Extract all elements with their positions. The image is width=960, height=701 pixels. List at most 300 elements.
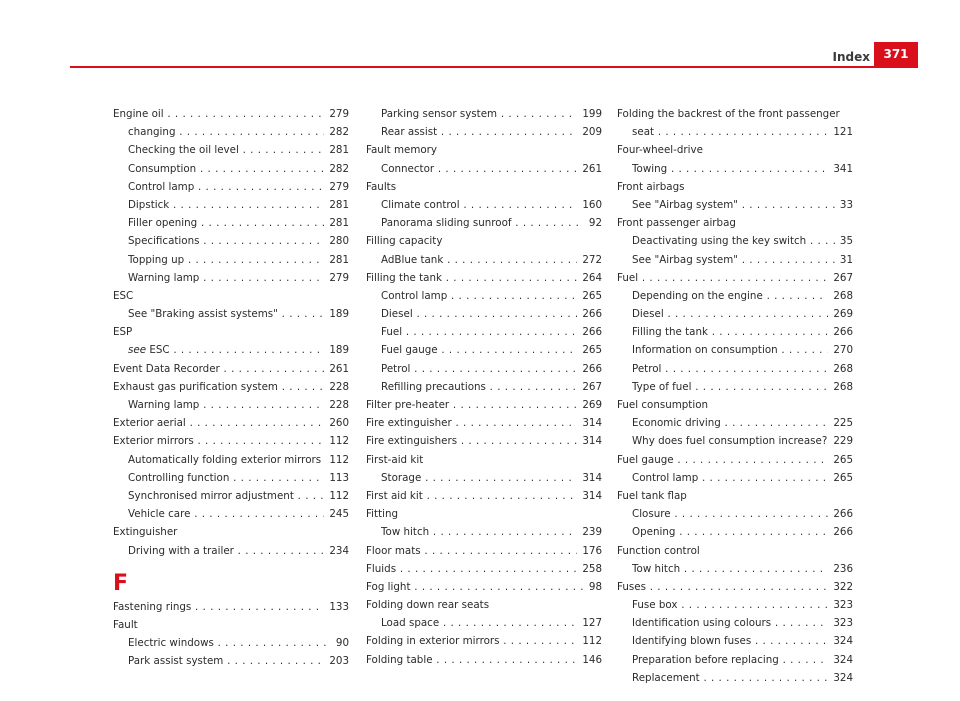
entry-term (366, 578, 602, 596)
entry-page-number: 189 (324, 305, 349, 323)
index-subentry (617, 632, 853, 650)
index-entry (617, 487, 853, 505)
index-subentry (113, 160, 349, 178)
index-subentry (113, 451, 349, 469)
entry-term (366, 141, 602, 159)
index-subentry (366, 251, 602, 269)
entry-term (632, 123, 853, 141)
index-subentry (113, 542, 349, 560)
entry-term (381, 196, 602, 214)
entry-page-number: 176 (577, 542, 602, 560)
entry-term (632, 341, 853, 359)
entry-page-number: 267 (828, 269, 853, 287)
index-entry (366, 632, 602, 650)
index-subentry (617, 560, 853, 578)
entry-term (632, 432, 853, 450)
entry-page-number: 272 (577, 251, 602, 269)
index-subentry (617, 669, 853, 687)
entry-term (128, 341, 349, 359)
entry-term (632, 378, 853, 396)
entry-term (128, 123, 349, 141)
entry-text: ESC (113, 289, 134, 302)
index-subentry (366, 214, 602, 232)
entry-text: Checking the oil level (128, 144, 239, 157)
entry-text: Identifying blown fuses (632, 635, 752, 648)
entry-text: Folding in exterior mirrors (366, 635, 500, 648)
entry-page-number: 239 (577, 523, 602, 541)
index-subentry (617, 614, 853, 632)
entry-text: seat (632, 126, 655, 139)
entry-text: Panorama sliding sunroof (381, 217, 512, 230)
index-subentry (366, 469, 602, 487)
index-subentry (113, 634, 349, 652)
entry-term (617, 178, 853, 196)
entry-text: Fuel tank flap (617, 489, 687, 502)
index-subentry (366, 196, 602, 214)
index-entry (113, 414, 349, 432)
entry-term (632, 469, 853, 487)
entry-text: Vehicle care (128, 508, 191, 521)
entry-term (128, 232, 349, 250)
entry-page-number: 35 (835, 232, 853, 250)
index-subentry (113, 487, 349, 505)
entry-page-number: 268 (828, 360, 853, 378)
index-entry (113, 105, 349, 123)
header-rule (70, 66, 918, 68)
entry-term (128, 214, 349, 232)
entry-term (113, 432, 349, 450)
entry-term (381, 123, 602, 141)
index-subentry (617, 232, 853, 250)
entry-text: See "Airbag system" (632, 253, 738, 266)
index-subentry (617, 123, 853, 141)
entry-term (617, 214, 853, 232)
entry-text: Fuel gauge (617, 453, 674, 466)
entry-text: Warning lamp (128, 271, 200, 284)
index-subentry (366, 123, 602, 141)
entry-page-number: 341 (828, 160, 853, 178)
entry-term (366, 396, 602, 414)
entry-text: ESC (149, 344, 170, 357)
entry-page-number: 234 (324, 542, 349, 560)
index-subentry (366, 341, 602, 359)
entry-page-number: 266 (828, 505, 853, 523)
index-entry (617, 269, 853, 287)
entry-term (632, 523, 853, 541)
index-entry (366, 178, 602, 196)
index-subentry (617, 523, 853, 541)
index-entry (113, 616, 349, 634)
entry-term (617, 105, 853, 123)
index-subentry (366, 360, 602, 378)
entry-term (366, 560, 602, 578)
index-subentry (617, 323, 853, 341)
entry-term (381, 305, 602, 323)
index-subentry (617, 287, 853, 305)
entry-page-number: 228 (324, 378, 349, 396)
entry-text: Tow hitch (632, 562, 681, 575)
entry-term (381, 341, 602, 359)
index-subentry (366, 614, 602, 632)
index-subentry (617, 414, 853, 432)
entry-text: Fuses (617, 580, 646, 593)
entry-term (632, 160, 853, 178)
index-subentry (617, 196, 853, 214)
entry-text: Topping up (128, 253, 185, 266)
entry-text: Information on consumption (632, 344, 778, 357)
index-subentry (617, 469, 853, 487)
entry-see-prefix: see (128, 344, 147, 357)
entry-text: Fitting (366, 508, 399, 521)
entry-page-number: 236 (828, 560, 853, 578)
entry-page-number: 121 (828, 123, 853, 141)
entry-term (113, 360, 349, 378)
index-subentry (617, 360, 853, 378)
index-column-1 (113, 105, 349, 670)
entry-page-number: 323 (828, 596, 853, 614)
index-subentry (113, 652, 349, 670)
entry-term (128, 634, 349, 652)
index-subentry (113, 269, 349, 287)
entry-term (617, 451, 853, 469)
entry-text: Fault memory (366, 144, 438, 157)
entry-text: Diesel (632, 308, 664, 321)
entry-text: Exhaust gas purification system (113, 380, 278, 393)
entry-term (366, 632, 602, 650)
entry-term (632, 251, 853, 269)
index-entry (366, 487, 602, 505)
entry-term (632, 323, 853, 341)
entry-term (381, 469, 602, 487)
entry-term (113, 414, 349, 432)
entry-page-number: 281 (324, 251, 349, 269)
index-entry (366, 141, 602, 159)
index-subentry (113, 396, 349, 414)
index-subentry (113, 123, 349, 141)
entry-term (128, 269, 349, 287)
entry-text: Rear assist (381, 126, 438, 139)
entry-text: Storage (381, 471, 422, 484)
index-entry (113, 378, 349, 396)
entry-page-number: 261 (577, 160, 602, 178)
entry-text: See "Braking assist systems" (128, 308, 278, 321)
entry-text: Park assist system (128, 655, 224, 668)
entry-text: See "Airbag system" (632, 198, 738, 211)
entry-page-number: 203 (324, 652, 349, 670)
index-subentry (366, 523, 602, 541)
entry-page-number: 146 (577, 651, 602, 669)
entry-text: Electric windows (128, 637, 214, 650)
entry-text: Fire extinguishers (366, 435, 458, 448)
index-entry (113, 523, 349, 541)
entry-page-number: 324 (828, 632, 853, 650)
index-column-2 (366, 105, 602, 669)
entry-page-number: 266 (828, 323, 853, 341)
index-subentry (366, 287, 602, 305)
index-subentry (113, 341, 349, 359)
entry-page-number: 90 (331, 634, 349, 652)
entry-text: Folding table (366, 653, 433, 666)
index-entry (617, 105, 853, 123)
entry-page-number: 269 (828, 305, 853, 323)
entry-page-number: 314 (577, 487, 602, 505)
entry-page-number: 31 (835, 251, 853, 269)
entry-text: AdBlue tank (381, 253, 444, 266)
index-entry (617, 178, 853, 196)
index-subentry (617, 596, 853, 614)
entry-text: Exterior aerial (113, 417, 186, 430)
entry-text: Fuel (381, 326, 403, 339)
index-subentry (366, 105, 602, 123)
entry-page-number: 266 (577, 323, 602, 341)
entry-text: Filler opening (128, 217, 198, 230)
entry-term (381, 360, 602, 378)
entry-page-number: 228 (324, 396, 349, 414)
entry-text: Petrol (381, 362, 411, 375)
entry-term (632, 305, 853, 323)
entry-text: Parking sensor system (381, 108, 498, 120)
entry-page-number: 112 (324, 432, 349, 450)
index-entry (617, 396, 853, 414)
entry-page-number: 314 (577, 469, 602, 487)
index-subentry (113, 214, 349, 232)
entry-term (381, 251, 602, 269)
entry-term (632, 360, 853, 378)
index-column-3 (617, 105, 853, 687)
entry-text: Fuse box (632, 599, 678, 612)
entry-text: changing (128, 126, 176, 139)
entry-term (366, 542, 602, 560)
entry-text: Front airbags (617, 180, 685, 193)
entry-term (128, 160, 349, 178)
entry-page-number: 314 (577, 414, 602, 432)
entry-page-number: 113 (324, 469, 349, 487)
entry-term (381, 287, 602, 305)
entry-term (128, 505, 349, 523)
entry-page-number: 98 (584, 578, 602, 596)
entry-term (381, 214, 602, 232)
entry-term (113, 523, 349, 541)
entry-term (366, 651, 602, 669)
index-subentry (366, 323, 602, 341)
entry-term (128, 542, 349, 560)
index-subentry (113, 305, 349, 323)
index-entry (366, 396, 602, 414)
index-entry (366, 414, 602, 432)
entry-term (632, 505, 853, 523)
index-entry (113, 323, 349, 341)
entry-term (113, 105, 349, 123)
entry-term (113, 378, 349, 396)
entry-page-number: 112 (324, 451, 349, 469)
entry-term (632, 651, 853, 669)
entry-page-number: 266 (577, 305, 602, 323)
index-subentry (113, 196, 349, 214)
entry-term (366, 269, 602, 287)
index-subentry (617, 651, 853, 669)
entry-term (128, 305, 349, 323)
entry-term (617, 396, 853, 414)
entry-page-number: 281 (324, 141, 349, 159)
index-subentry (366, 160, 602, 178)
entry-term (128, 251, 349, 269)
entry-page-number: 279 (324, 178, 349, 196)
index-entry (113, 287, 349, 305)
entry-text: Fire extinguisher (366, 417, 452, 430)
entry-term (128, 469, 349, 487)
entry-page-number: 281 (324, 196, 349, 214)
entry-term (632, 196, 853, 214)
entry-term (128, 451, 349, 469)
entry-page-number: 209 (577, 123, 602, 141)
entry-text: Filling the tank (632, 326, 708, 339)
entry-term (366, 414, 602, 432)
entry-text: Synchronised mirror adjustment (128, 489, 294, 502)
entry-text: Load space (381, 617, 440, 630)
entry-text: Engine oil (113, 108, 164, 120)
entry-page-number: 189 (324, 341, 349, 359)
entry-text: Connector (381, 162, 435, 175)
entry-page-number: 265 (828, 451, 853, 469)
entry-text: Automatically folding exterior mirrors (128, 453, 322, 466)
entry-term (113, 598, 349, 616)
entry-page-number: 127 (577, 614, 602, 632)
index-entry (617, 542, 853, 560)
entry-text: Closure (632, 508, 671, 521)
entry-page-number: 269 (577, 396, 602, 414)
entry-text: Depending on the engine (632, 289, 763, 302)
entry-page-number: 282 (324, 123, 349, 141)
index-entry (617, 141, 853, 159)
entry-term (366, 232, 602, 250)
index-subentry (366, 378, 602, 396)
index-subentry (113, 251, 349, 269)
entry-text: Tow hitch (381, 526, 430, 539)
entry-page-number: 92 (584, 214, 602, 232)
entry-term (128, 196, 349, 214)
index-subentry (113, 469, 349, 487)
entry-text: Event Data Recorder (113, 362, 220, 375)
entry-text: Preparation before replacing (632, 653, 779, 666)
header-title: Index (832, 50, 870, 64)
index-subentry (617, 432, 853, 450)
entry-page-number: 268 (828, 378, 853, 396)
section-letter: F (113, 570, 129, 596)
entry-page-number: 112 (324, 487, 349, 505)
entry-term (381, 105, 602, 123)
entry-term (128, 652, 349, 670)
entry-page-number: 268 (828, 287, 853, 305)
entry-text: Control lamp (381, 289, 448, 302)
entry-term (632, 287, 853, 305)
index-entry (366, 651, 602, 669)
entry-page-number: 314 (577, 432, 602, 450)
index-entry (617, 578, 853, 596)
entry-text: Climate control (381, 198, 460, 211)
index-entry (366, 542, 602, 560)
entry-text: Opening (632, 526, 676, 539)
entry-text: ESP (113, 326, 133, 339)
entry-term (381, 323, 602, 341)
index-entry (366, 432, 602, 450)
entry-text: Filling capacity (366, 235, 443, 248)
entry-text: Diesel (381, 308, 413, 321)
index-subentry (617, 251, 853, 269)
entry-page-number: 229 (828, 432, 853, 450)
entry-page-number: 323 (828, 614, 853, 632)
entry-term (617, 542, 853, 560)
entry-page-number: 133 (324, 598, 349, 616)
entry-term (617, 578, 853, 596)
index-subentry (113, 505, 349, 523)
entry-term (381, 378, 602, 396)
index-subentry (617, 341, 853, 359)
entry-text: Exterior mirrors (113, 435, 194, 448)
entry-text: Why does fuel consumption increase? (632, 435, 828, 448)
entry-page-number: 199 (577, 105, 602, 123)
entry-page-number: 322 (828, 578, 853, 596)
entry-term (128, 396, 349, 414)
index-entry (366, 578, 602, 596)
entry-text: Fault (113, 618, 138, 631)
entry-text: Function control (617, 544, 700, 557)
entry-text: Driving with a trailer (128, 544, 234, 557)
entry-text: Floor mats (366, 544, 421, 557)
entry-text: Fluids (366, 562, 397, 575)
entry-text: Controlling function (128, 471, 230, 484)
index-entry (366, 232, 602, 250)
entry-text: Control lamp (632, 471, 699, 484)
entry-term (632, 669, 853, 687)
entry-text: Petrol (632, 362, 662, 375)
entry-text: Warning lamp (128, 399, 200, 411)
entry-text: Extinguisher (113, 526, 178, 539)
index-entry (366, 451, 602, 469)
index-subentry (113, 141, 349, 159)
entry-text: Fuel (617, 271, 639, 284)
index-subentry (113, 178, 349, 196)
index-entry (617, 214, 853, 232)
entry-text: Consumption (128, 162, 197, 175)
entry-term (366, 505, 602, 523)
entry-page-number: 160 (577, 196, 602, 214)
index-entry (366, 596, 602, 614)
entry-page-number: 279 (324, 105, 349, 123)
entry-page-number: 270 (828, 341, 853, 359)
index-subentry (617, 160, 853, 178)
entry-term (113, 616, 349, 634)
entry-page-number: 261 (324, 360, 349, 378)
entry-page-number: 265 (577, 341, 602, 359)
entry-page-number: 282 (324, 160, 349, 178)
entry-page-number: 260 (324, 414, 349, 432)
entry-text: Fuel gauge (381, 344, 438, 357)
entry-term (113, 287, 349, 305)
entry-term (113, 323, 349, 341)
entry-text: Folding down rear seats (366, 599, 490, 612)
entry-page-number: 112 (577, 632, 602, 650)
entry-term (381, 614, 602, 632)
entry-term (366, 432, 602, 450)
entry-term (366, 178, 602, 196)
entry-text: Identification using colours (632, 617, 772, 630)
entry-text: Economic driving (632, 417, 721, 430)
entry-text: Folding the backrest of the front passenger (617, 108, 840, 120)
entry-term (381, 160, 602, 178)
entry-text: Fog light (366, 580, 411, 593)
entry-text: Specifications (128, 235, 200, 248)
entry-page-number: 33 (835, 196, 853, 214)
